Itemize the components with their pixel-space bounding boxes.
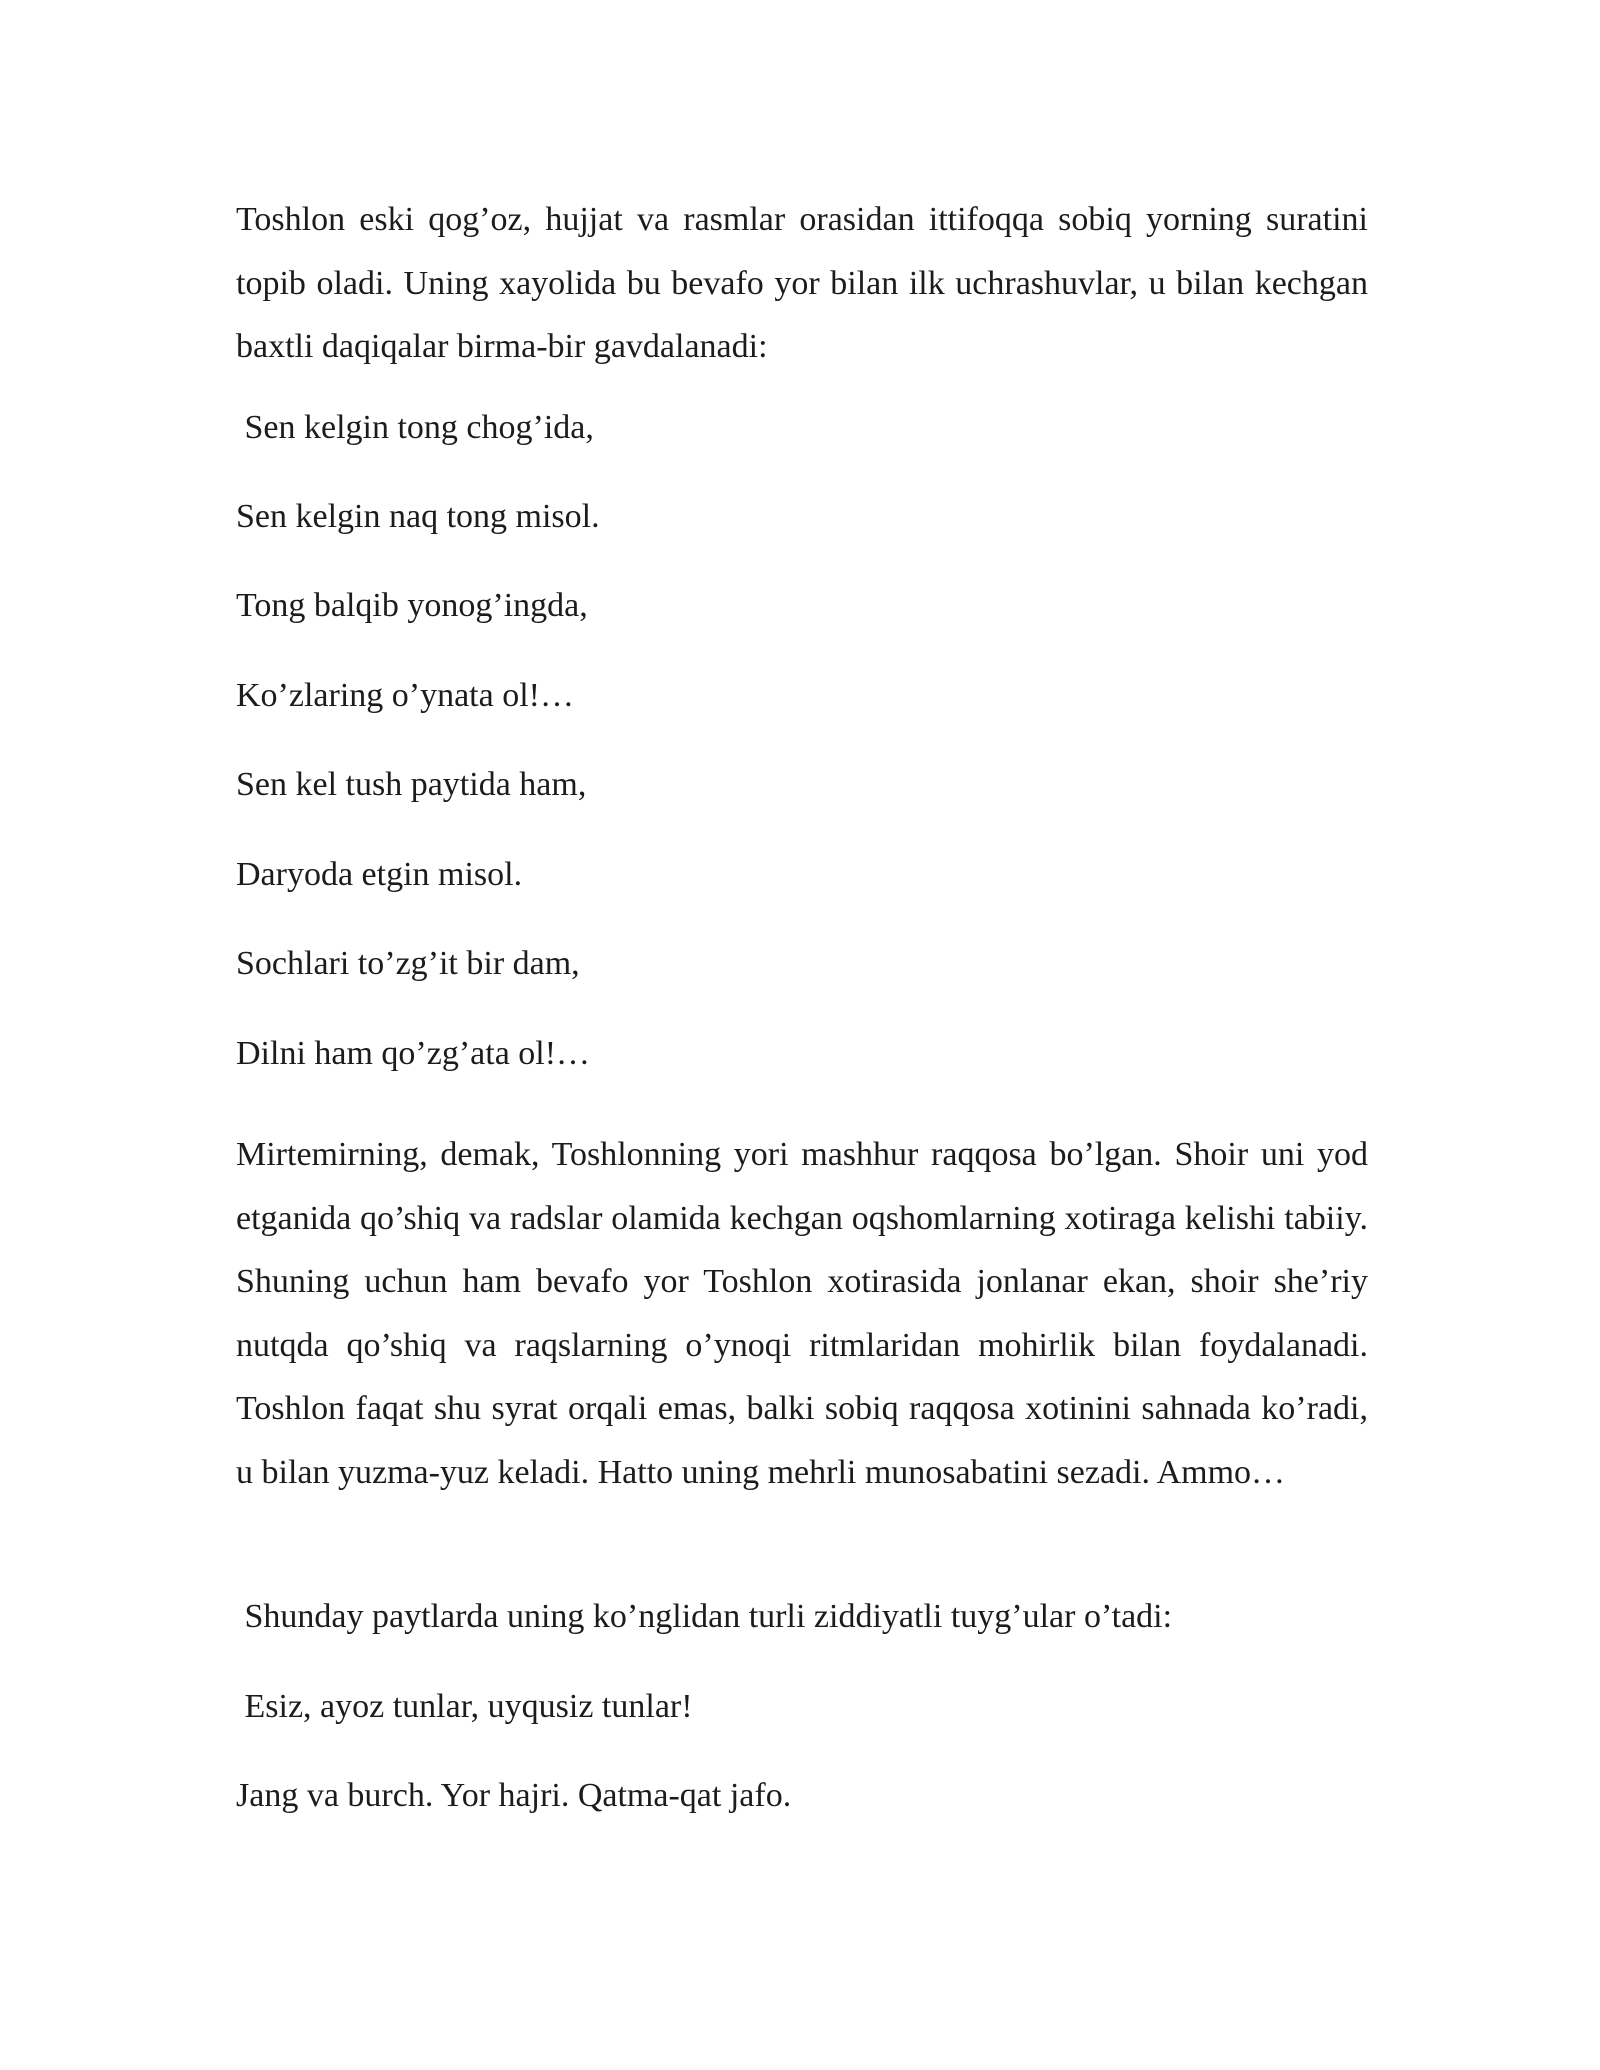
poem-line-text: Esiz, ayoz tunlar, uyqusiz tunlar! [236, 1688, 693, 1725]
poem-line [236, 1776, 1368, 1816]
poem-line [236, 586, 1368, 626]
poem-line-text: Sen kel tush paytida ham, [236, 766, 587, 803]
poem-line-text: Tong balqib yonog’ingda, [236, 587, 588, 624]
paragraph-text: Mirtemirning, demak, Toshlonning yori mashhur raqqosa bo’lgan. Shoir uni yod etganida qo’shiq va radslar olamida kechgan oqshomlarning xotiraga kelishi tabiiy. Shuning uchun ham bevafo yor Toshlon xotirasida jonlanar ekan, shoir she’riy nutqda qo’shiq va raqslarning o’ynoqi ritmlaridan mohirlik bilan foydalanadi. Toshlon faqat shu syrat orqali emas, balki sobiq raqqosa xotinini sahnada ko’radi, u bilan yuzma-yuz keladi. Hatto uning mehrli munosabatini sezadi. Ammo… [236, 1136, 1368, 1491]
paragraph-intro [236, 188, 1368, 379]
poem-line [236, 497, 1368, 537]
poem-line [236, 1034, 1368, 1074]
poem-line [236, 676, 1368, 716]
poem-line-text: Jang va burch. Yor hajri. Qatma-qat jafo. [236, 1777, 792, 1814]
paragraph-text: Shunday paytlarda uning ko’nglidan turli ziddiyatli tuyg’ular o’tadi: [236, 1598, 1173, 1635]
poem-line-text: Daryoda etgin misol. [236, 856, 523, 893]
paragraph-transition [236, 1597, 1368, 1637]
poem-line-text: Ko’zlaring o’ynata ol!… [236, 677, 574, 714]
poem-line-text: Sen kelgin naq tong misol. [236, 498, 600, 535]
poem-line-text: Dilni ham qo’zg’ata ol!… [236, 1035, 591, 1072]
poem-line [236, 765, 1368, 805]
paragraph-analysis [236, 1123, 1368, 1504]
poem-line-text: Sen kelgin tong chog’ida, [236, 409, 594, 446]
poem-line [236, 944, 1368, 984]
poem-line [236, 855, 1368, 895]
paragraph-text: Toshlon eski qog’oz, hujjat va rasmlar orasidan ittifoqqa sobiq yorning suratini topib oladi. Uning xayolida bu bevafo yor bilan ilk uchrashuvlar, u bilan kechgan baxtli daqiqalar birma-bir gavdalanadi: [236, 201, 1368, 365]
poem-line [236, 1687, 1368, 1727]
poem-line-text: Sochlari to’zg’it bir dam, [236, 945, 580, 982]
poem-line [236, 408, 1368, 448]
